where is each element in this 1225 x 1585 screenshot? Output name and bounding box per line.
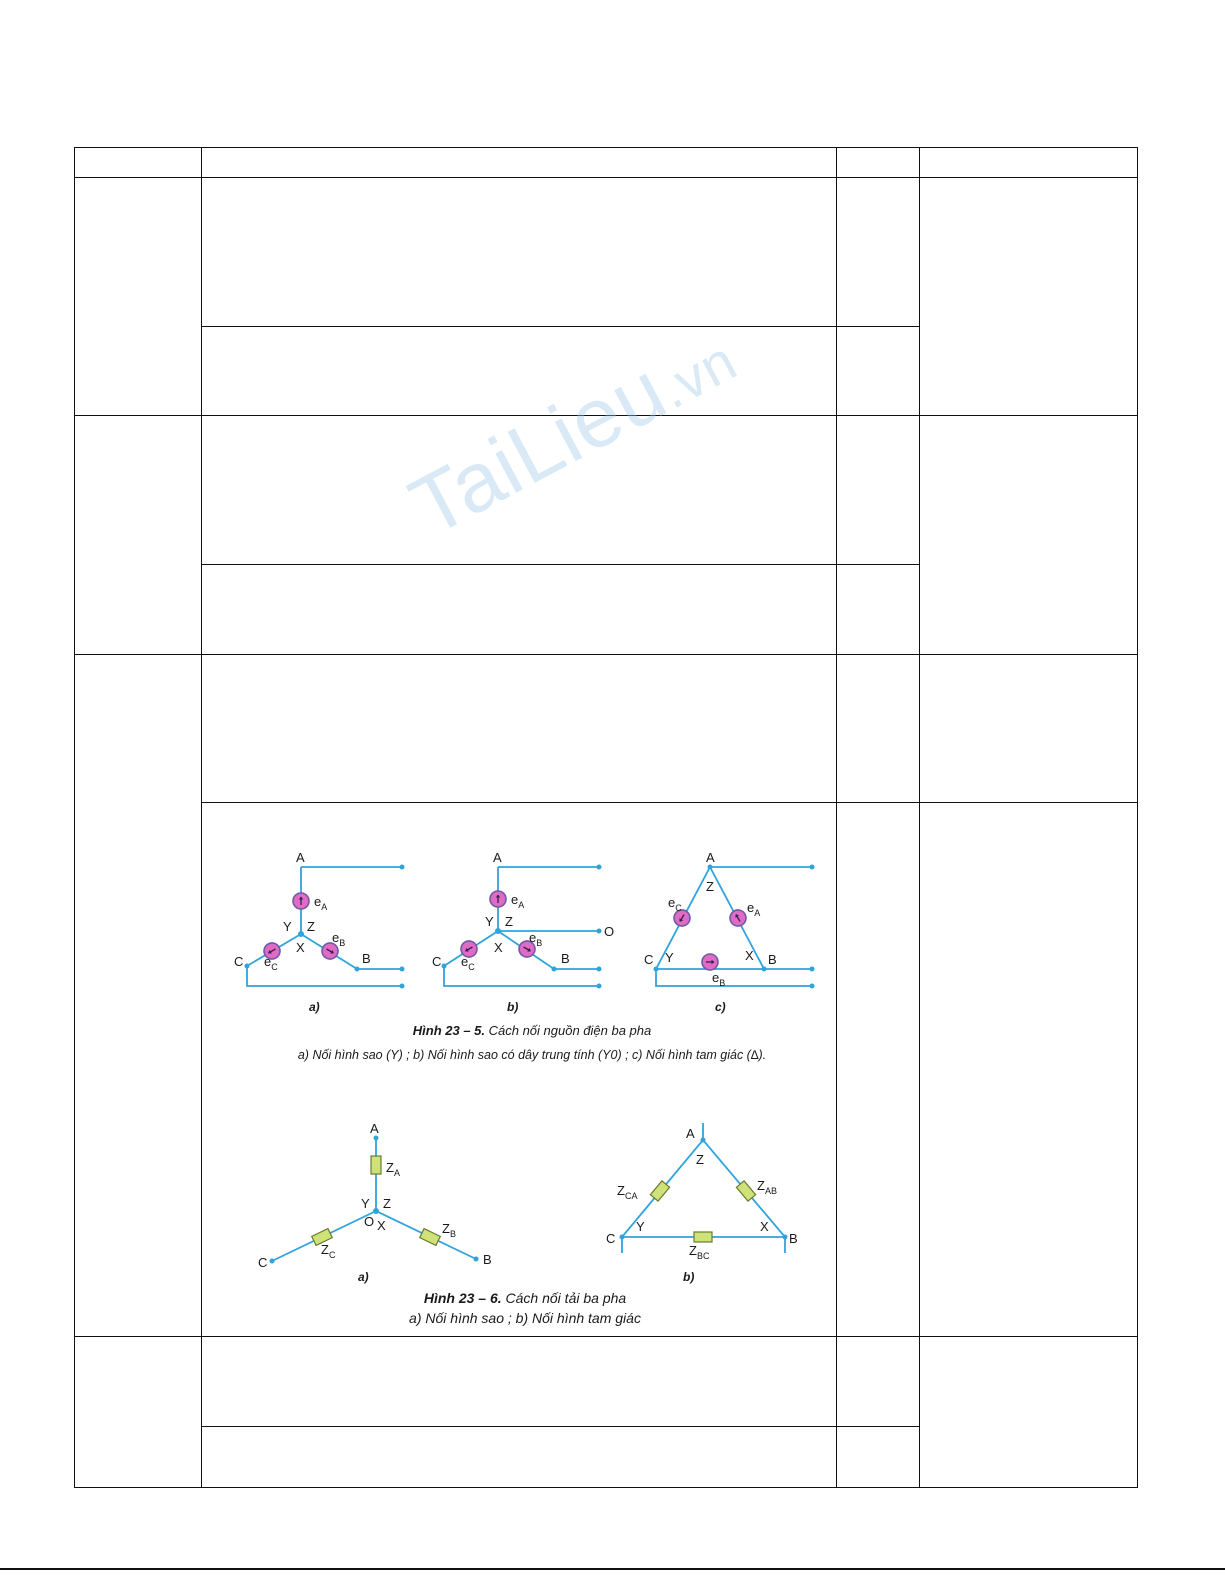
label-Y: Y bbox=[485, 914, 494, 929]
label-C: C bbox=[606, 1231, 616, 1246]
label-Y: Y bbox=[636, 1219, 645, 1234]
label-C: C bbox=[258, 1255, 268, 1270]
diagram-source-delta bbox=[656, 867, 812, 986]
label-ZC: $Z_C$ bbox=[321, 1242, 336, 1260]
source-eA-icon bbox=[293, 893, 309, 909]
label-B: B bbox=[483, 1252, 492, 1267]
load-ZA-icon bbox=[371, 1156, 381, 1174]
label-A: A bbox=[493, 850, 502, 865]
label-C: C bbox=[234, 954, 244, 969]
label-Y: Y bbox=[665, 950, 674, 965]
label-Y: Y bbox=[361, 1196, 370, 1211]
label-C: C bbox=[432, 954, 442, 969]
label-ZBC: $Z_{BC}$ bbox=[689, 1243, 710, 1261]
label-X: X bbox=[296, 940, 305, 955]
label-ZCA: $Z_{CA}$ bbox=[617, 1183, 638, 1201]
label-A: A bbox=[706, 850, 715, 865]
label-ZA: $Z_A$ bbox=[386, 1160, 400, 1178]
figure-23-6-caption: Hình 23 – 6. Cách nối tải ba pha bbox=[423, 1290, 627, 1306]
label-Z: Z bbox=[706, 879, 714, 894]
sublabel-c: c) bbox=[715, 1000, 726, 1014]
figure-23-5-caption: Hình 23 – 5. Cách nối nguồn điện ba pha bbox=[412, 1023, 652, 1038]
label-eA: $e_A$ bbox=[747, 900, 761, 918]
figure-23-6-caption-detail: a) Nối hình sao ; b) Nối hình tam giác bbox=[409, 1310, 641, 1326]
label-X: X bbox=[760, 1219, 769, 1234]
label-Z: Z bbox=[383, 1196, 391, 1211]
source-eA-icon bbox=[490, 891, 506, 907]
sublabel-b: b) bbox=[507, 1000, 519, 1014]
label-eA: $e_A$ bbox=[314, 894, 328, 912]
load-ZB-icon bbox=[420, 1229, 441, 1246]
label-eB: $e_B$ bbox=[332, 930, 346, 948]
label-O: O bbox=[364, 1214, 375, 1229]
label-A: A bbox=[686, 1126, 695, 1141]
label-B: B bbox=[789, 1231, 798, 1246]
label-X: X bbox=[377, 1218, 386, 1233]
label-Z: Z bbox=[505, 914, 513, 929]
source-eB-icon bbox=[702, 954, 718, 970]
label-A: A bbox=[370, 1121, 379, 1136]
label-O: O bbox=[604, 924, 615, 939]
label-C: C bbox=[644, 952, 654, 967]
label-Z: Z bbox=[696, 1152, 704, 1167]
label-eA: $e_A$ bbox=[511, 892, 525, 910]
label-eC: $e_C$ bbox=[264, 954, 278, 972]
source-eA-icon bbox=[727, 907, 749, 929]
figure-23-5-caption-detail: a) Nối hình sao (Y) ; b) Nối hình sao có dây trung tính (Y0) ; c) Nối hình tam giác (∆). bbox=[297, 1048, 767, 1062]
load-ZBC-icon bbox=[694, 1232, 712, 1242]
label-ZAB: $Z_{AB}$ bbox=[757, 1178, 777, 1196]
label-A: A bbox=[296, 850, 305, 865]
sublabel-a: a) bbox=[309, 1000, 320, 1014]
label-Z: Z bbox=[307, 919, 315, 934]
watermark-logo: TaiLieu.vn bbox=[395, 328, 747, 554]
label-eC: $e_C$ bbox=[461, 954, 475, 972]
label-ZB: $Z_B$ bbox=[442, 1221, 456, 1239]
label-B: B bbox=[561, 951, 570, 966]
label-X: X bbox=[745, 948, 754, 963]
label-B: B bbox=[362, 951, 371, 966]
label-Y: Y bbox=[283, 919, 292, 934]
page-bottom-rule bbox=[0, 1568, 1225, 1570]
label-eB: $e_B$ bbox=[529, 930, 543, 948]
label-B: B bbox=[768, 952, 777, 967]
label-X: X bbox=[494, 940, 503, 955]
sublabel-a: a) bbox=[358, 1270, 369, 1284]
sublabel-b: b) bbox=[683, 1270, 695, 1284]
label-eB: $e_B$ bbox=[712, 970, 726, 988]
label-eC: $e_C$ bbox=[668, 895, 682, 913]
